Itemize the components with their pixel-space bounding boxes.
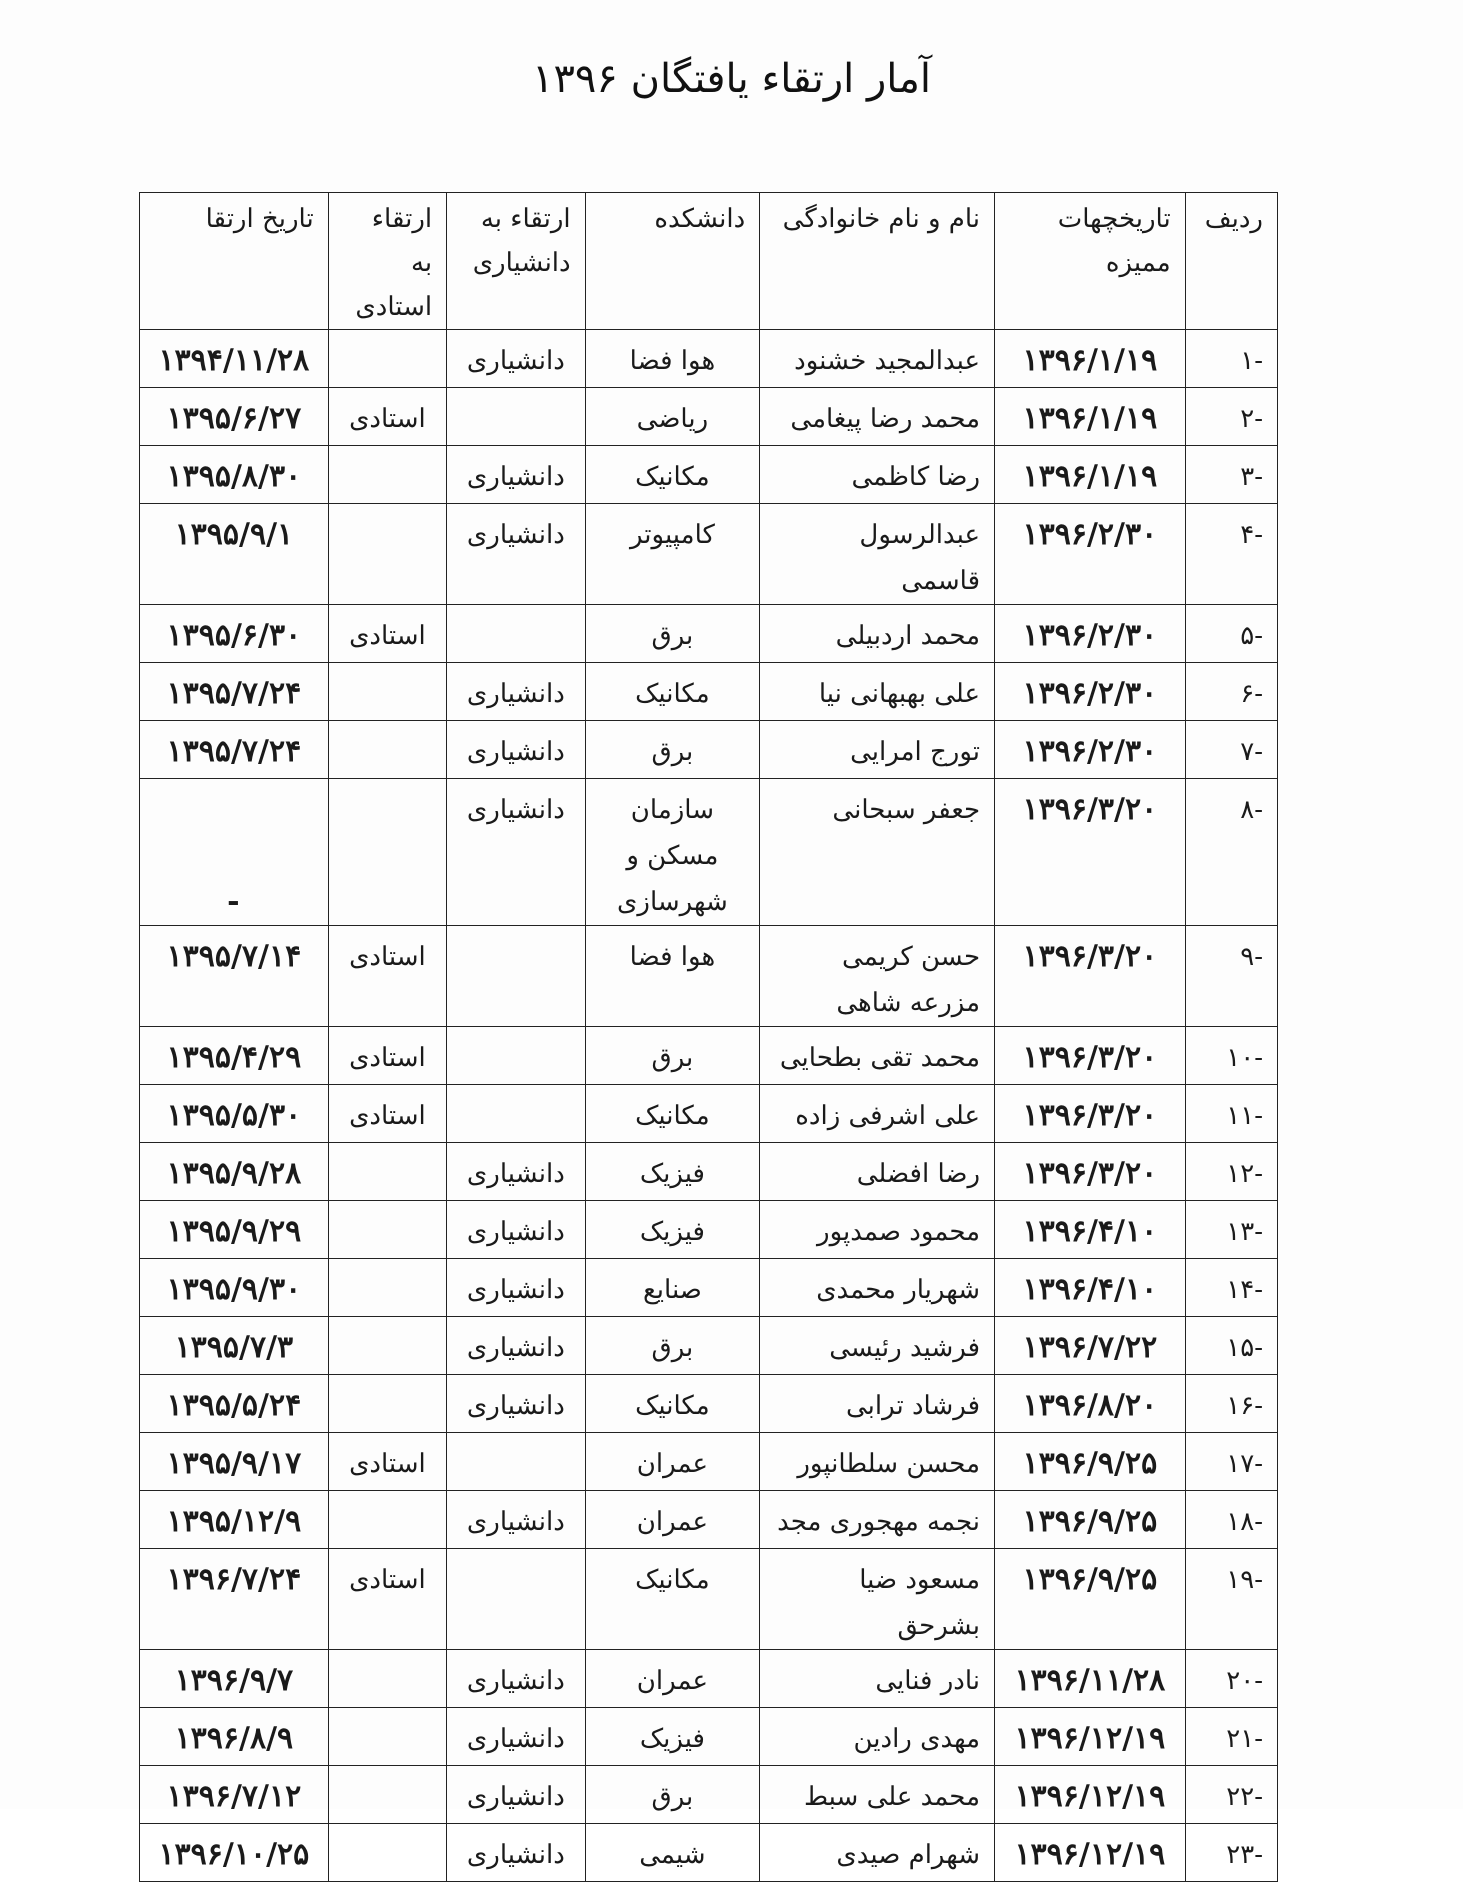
cell-person-name: جعفر سبحانی xyxy=(760,779,995,926)
table-row xyxy=(140,388,1278,446)
cell-to-full xyxy=(328,1259,446,1317)
cell-promotion-date: ۱۳۹۶/۷/۲۴ xyxy=(140,1549,329,1650)
cell-faculty: هوا فضا xyxy=(585,330,760,388)
cell-faculty: فیزیک xyxy=(585,1143,760,1201)
cell-person-name: محمود صمدپور xyxy=(760,1201,995,1259)
table-row xyxy=(140,1766,1278,1824)
cell-board-date: ۱۳۹۶/۳/۲۰ xyxy=(995,1143,1186,1201)
table-row xyxy=(140,1143,1278,1201)
cell-faculty: کامپیوتر xyxy=(585,504,760,605)
cell-person-name: محمد علی سبط xyxy=(760,1766,995,1824)
table-row xyxy=(140,1085,1278,1143)
cell-promotion-date: ۱۳۹۵/۴/۲۹ xyxy=(140,1027,329,1085)
cell-person-name: عبدالرسول قاسمی xyxy=(760,504,995,605)
cell-promotion-date: - xyxy=(140,779,329,926)
cell-promotion-date: ۱۳۹۶/۹/۷ xyxy=(140,1650,329,1708)
table-row xyxy=(140,1824,1278,1882)
cell-board-date: ۱۳۹۶/۴/۱۰ xyxy=(995,1259,1186,1317)
cell-person-name: شهرام صیدی xyxy=(760,1824,995,1882)
cell-to-full xyxy=(328,1375,446,1433)
cell-to-full xyxy=(328,779,446,926)
cell-to-associate: دانشیاری xyxy=(447,1375,585,1433)
cell-person-name: فرشید رئیسی xyxy=(760,1317,995,1375)
cell-row-number: -۱۴ xyxy=(1185,1259,1277,1317)
cell-to-full xyxy=(328,1824,446,1882)
cell-to-associate: دانشیاری xyxy=(447,1491,585,1549)
cell-promotion-date: ۱۳۹۵/۷/۲۴ xyxy=(140,721,329,779)
cell-person-name: مسعود ضیا بشرحق xyxy=(760,1549,995,1650)
cell-to-associate xyxy=(447,388,585,446)
cell-person-name: محسن سلطانپور xyxy=(760,1433,995,1491)
table-row xyxy=(140,504,1278,605)
cell-person-name: رضا افضلی xyxy=(760,1143,995,1201)
cell-faculty: سازمان مسکن و شهرسازی xyxy=(585,779,760,926)
cell-row-number: -۱۸ xyxy=(1185,1491,1277,1549)
promotions-table xyxy=(139,192,1278,1882)
cell-promotion-date: ۱۳۹۶/۱۰/۲۵ xyxy=(140,1824,329,1882)
cell-faculty: برق xyxy=(585,1317,760,1375)
cell-to-associate: دانشیاری xyxy=(447,1766,585,1824)
cell-promotion-date: ۱۳۹۵/۷/۲۴ xyxy=(140,663,329,721)
cell-to-associate xyxy=(447,1549,585,1650)
cell-row-number: -۵ xyxy=(1185,605,1277,663)
cell-faculty: برق xyxy=(585,721,760,779)
cell-faculty: مکانیک xyxy=(585,446,760,504)
cell-to-associate: دانشیاری xyxy=(447,1143,585,1201)
cell-row-number: -۸ xyxy=(1185,779,1277,926)
cell-faculty: هوا فضا xyxy=(585,926,760,1027)
cell-faculty: برق xyxy=(585,1027,760,1085)
cell-promotion-date: ۱۳۹۵/۵/۳۰ xyxy=(140,1085,329,1143)
cell-person-name: حسن کریمی مزرعه شاهی xyxy=(760,926,995,1027)
cell-to-associate xyxy=(447,1027,585,1085)
cell-row-number: -۴ xyxy=(1185,504,1277,605)
cell-to-full: استادی xyxy=(328,1027,446,1085)
cell-person-name: علی اشرفی زاده xyxy=(760,1085,995,1143)
cell-board-date: ۱۳۹۶/۱/۱۹ xyxy=(995,330,1186,388)
cell-promotion-date: ۱۳۹۵/۹/۲۸ xyxy=(140,1143,329,1201)
cell-board-date: ۱۳۹۶/۳/۲۰ xyxy=(995,779,1186,926)
cell-to-associate xyxy=(447,605,585,663)
cell-row-number: -۱۵ xyxy=(1185,1317,1277,1375)
table-row xyxy=(140,1708,1278,1766)
cell-promotion-date: ۱۳۹۶/۷/۱۲ xyxy=(140,1766,329,1824)
cell-to-full xyxy=(328,1766,446,1824)
table-row xyxy=(140,721,1278,779)
cell-row-number: -۹ xyxy=(1185,926,1277,1027)
table-row xyxy=(140,1491,1278,1549)
table-row xyxy=(140,330,1278,388)
cell-promotion-date: ۱۳۹۵/۹/۱۷ xyxy=(140,1433,329,1491)
table-header-row xyxy=(140,193,1278,330)
cell-board-date: ۱۳۹۶/۲/۳۰ xyxy=(995,721,1186,779)
cell-to-full xyxy=(328,330,446,388)
cell-row-number: -۱۹ xyxy=(1185,1549,1277,1650)
cell-to-full xyxy=(328,504,446,605)
table-row xyxy=(140,446,1278,504)
cell-faculty: برق xyxy=(585,1766,760,1824)
cell-to-full xyxy=(328,1143,446,1201)
cell-row-number: -۱۱ xyxy=(1185,1085,1277,1143)
cell-row-number: -۱۳ xyxy=(1185,1201,1277,1259)
header-faculty: دانشکده xyxy=(585,193,760,330)
cell-to-full xyxy=(328,446,446,504)
cell-to-associate xyxy=(447,1085,585,1143)
cell-board-date: ۱۳۹۶/۸/۲۰ xyxy=(995,1375,1186,1433)
cell-promotion-date: ۱۳۹۵/۶/۳۰ xyxy=(140,605,329,663)
cell-board-date: ۱۳۹۶/۱۱/۲۸ xyxy=(995,1650,1186,1708)
cell-row-number: -۲۲ xyxy=(1185,1766,1277,1824)
cell-person-name: محمد اردبیلی xyxy=(760,605,995,663)
cell-faculty: مکانیک xyxy=(585,1085,760,1143)
cell-promotion-date: ۱۳۹۵/۹/۳۰ xyxy=(140,1259,329,1317)
cell-to-associate: دانشیاری xyxy=(447,1708,585,1766)
table-row xyxy=(140,1027,1278,1085)
cell-board-date: ۱۳۹۶/۲/۳۰ xyxy=(995,663,1186,721)
header-to-associate: ارتقاء به دانشیاری xyxy=(447,193,585,330)
cell-faculty: مکانیک xyxy=(585,663,760,721)
cell-promotion-date: ۱۳۹۵/۹/۱ xyxy=(140,504,329,605)
cell-board-date: ۱۳۹۶/۱۲/۱۹ xyxy=(995,1766,1186,1824)
cell-row-number: -۱۶ xyxy=(1185,1375,1277,1433)
cell-to-associate: دانشیاری xyxy=(447,1201,585,1259)
cell-to-full xyxy=(328,1708,446,1766)
cell-to-full xyxy=(328,1201,446,1259)
cell-to-full xyxy=(328,721,446,779)
cell-person-name: نجمه مهجوری مجد xyxy=(760,1491,995,1549)
cell-person-name: تورج امرایی xyxy=(760,721,995,779)
header-name: نام و نام خانوادگی xyxy=(760,193,995,330)
table-row xyxy=(140,1433,1278,1491)
cell-to-full: استادی xyxy=(328,1549,446,1650)
cell-promotion-date: ۱۳۹۵/۹/۲۹ xyxy=(140,1201,329,1259)
header-promotion-date: تاریخ ارتقا xyxy=(140,193,329,330)
cell-row-number: -۱۲ xyxy=(1185,1143,1277,1201)
page-title: آمار ارتقاء یافتگان ۱۳۹۶ xyxy=(531,56,932,102)
cell-row-number: -۳ xyxy=(1185,446,1277,504)
cell-row-number: -۲۳ xyxy=(1185,1824,1277,1882)
cell-board-date: ۱۳۹۶/۱/۱۹ xyxy=(995,388,1186,446)
cell-faculty: عمران xyxy=(585,1650,760,1708)
cell-row-number: -۲ xyxy=(1185,388,1277,446)
cell-person-name: محمد تقی بطحایی xyxy=(760,1027,995,1085)
cell-to-associate: دانشیاری xyxy=(447,779,585,926)
cell-faculty: فیزیک xyxy=(585,1201,760,1259)
cell-board-date: ۱۳۹۶/۱۲/۱۹ xyxy=(995,1824,1186,1882)
cell-promotion-date: ۱۳۹۴/۱۱/۲۸ xyxy=(140,330,329,388)
cell-faculty: مکانیک xyxy=(585,1549,760,1650)
cell-row-number: -۱۰ xyxy=(1185,1027,1277,1085)
table-row xyxy=(140,1650,1278,1708)
table-row xyxy=(140,926,1278,1027)
cell-promotion-date: ۱۳۹۵/۸/۳۰ xyxy=(140,446,329,504)
table-row xyxy=(140,605,1278,663)
cell-row-number: -۱۷ xyxy=(1185,1433,1277,1491)
table-row xyxy=(140,1201,1278,1259)
cell-board-date: ۱۳۹۶/۱/۱۹ xyxy=(995,446,1186,504)
cell-faculty: عمران xyxy=(585,1491,760,1549)
table-row xyxy=(140,1317,1278,1375)
cell-board-date: ۱۳۹۶/۳/۲۰ xyxy=(995,1085,1186,1143)
cell-to-associate: دانشیاری xyxy=(447,330,585,388)
cell-person-name: مهدی رادین xyxy=(760,1708,995,1766)
cell-board-date: ۱۳۹۶/۴/۱۰ xyxy=(995,1201,1186,1259)
cell-promotion-date: ۱۳۹۵/۱۲/۹ xyxy=(140,1491,329,1549)
table-row xyxy=(140,779,1278,926)
cell-to-full xyxy=(328,1650,446,1708)
cell-to-full: استادی xyxy=(328,388,446,446)
table-row xyxy=(140,1259,1278,1317)
cell-row-number: -۲۰ xyxy=(1185,1650,1277,1708)
cell-row-number: -۷ xyxy=(1185,721,1277,779)
cell-board-date: ۱۳۹۶/۳/۲۰ xyxy=(995,1027,1186,1085)
cell-faculty: برق xyxy=(585,605,760,663)
cell-row-number: -۲۱ xyxy=(1185,1708,1277,1766)
header-row-number: ردیف xyxy=(1185,193,1277,330)
cell-board-date: ۱۳۹۶/۱۲/۱۹ xyxy=(995,1708,1186,1766)
cell-to-full xyxy=(328,1317,446,1375)
cell-to-associate xyxy=(447,1433,585,1491)
cell-person-name: عبدالمجید خشنود xyxy=(760,330,995,388)
cell-person-name: علی بهبهانی نیا xyxy=(760,663,995,721)
cell-person-name: محمد رضا پیغامی xyxy=(760,388,995,446)
cell-board-date: ۱۳۹۶/۲/۳۰ xyxy=(995,605,1186,663)
cell-promotion-date: ۱۳۹۵/۷/۳ xyxy=(140,1317,329,1375)
cell-faculty: شیمی xyxy=(585,1824,760,1882)
cell-to-full: استادی xyxy=(328,926,446,1027)
cell-to-full xyxy=(328,1491,446,1549)
cell-promotion-date: ۱۳۹۵/۵/۲۴ xyxy=(140,1375,329,1433)
table-row xyxy=(140,1549,1278,1650)
cell-row-number: -۶ xyxy=(1185,663,1277,721)
cell-to-associate: دانشیاری xyxy=(447,1650,585,1708)
cell-person-name: شهریار محمدی xyxy=(760,1259,995,1317)
cell-to-associate xyxy=(447,926,585,1027)
cell-board-date: ۱۳۹۶/۹/۲۵ xyxy=(995,1491,1186,1549)
cell-to-associate: دانشیاری xyxy=(447,663,585,721)
cell-promotion-date: ۱۳۹۵/۷/۱۴ xyxy=(140,926,329,1027)
cell-faculty: ریاضی xyxy=(585,388,760,446)
cell-to-full: استادی xyxy=(328,1433,446,1491)
cell-person-name: فرشاد ترابی xyxy=(760,1375,995,1433)
cell-to-associate: دانشیاری xyxy=(447,721,585,779)
cell-to-associate: دانشیاری xyxy=(447,1259,585,1317)
cell-promotion-date: ۱۳۹۵/۶/۲۷ xyxy=(140,388,329,446)
cell-person-name: رضا کاظمی xyxy=(760,446,995,504)
table-body xyxy=(140,330,1278,1882)
cell-board-date: ۱۳۹۶/۹/۲۵ xyxy=(995,1549,1186,1650)
cell-board-date: ۱۳۹۶/۹/۲۵ xyxy=(995,1433,1186,1491)
header-to-full: ارتقاء به استادی xyxy=(328,193,446,330)
cell-faculty: مکانیک xyxy=(585,1375,760,1433)
cell-person-name: نادر فنایی xyxy=(760,1650,995,1708)
cell-to-associate: دانشیاری xyxy=(447,1317,585,1375)
cell-row-number: -۱ xyxy=(1185,330,1277,388)
cell-to-full xyxy=(328,663,446,721)
table-row xyxy=(140,1375,1278,1433)
cell-faculty: عمران xyxy=(585,1433,760,1491)
cell-to-associate: دانشیاری xyxy=(447,1824,585,1882)
cell-to-associate: دانشیاری xyxy=(447,504,585,605)
cell-faculty: فیزیک xyxy=(585,1708,760,1766)
cell-to-associate: دانشیاری xyxy=(447,446,585,504)
header-board-date: تاریخچهات ممیزه xyxy=(995,193,1186,330)
cell-board-date: ۱۳۹۶/۷/۲۲ xyxy=(995,1317,1186,1375)
cell-board-date: ۱۳۹۶/۲/۳۰ xyxy=(995,504,1186,605)
cell-to-full: استادی xyxy=(328,605,446,663)
cell-promotion-date: ۱۳۹۶/۸/۹ xyxy=(140,1708,329,1766)
table-row xyxy=(140,663,1278,721)
cell-board-date: ۱۳۹۶/۳/۲۰ xyxy=(995,926,1186,1027)
cell-faculty: صنایع xyxy=(585,1259,760,1317)
cell-to-full: استادی xyxy=(328,1085,446,1143)
